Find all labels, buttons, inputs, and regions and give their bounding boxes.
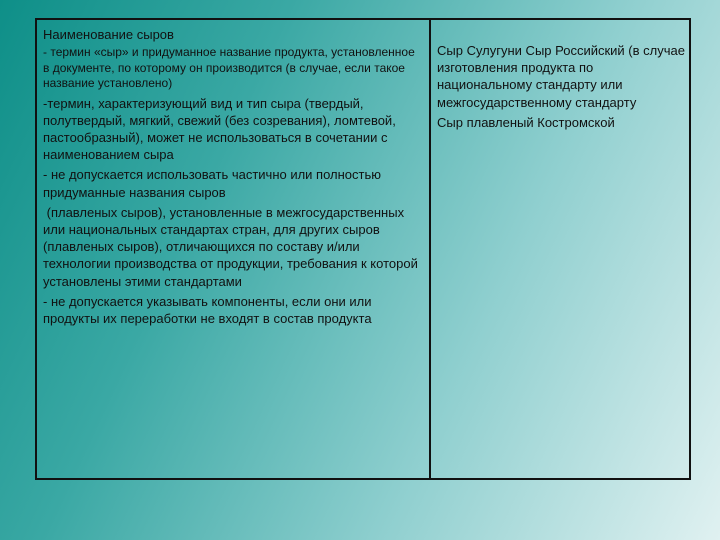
naming-rules-cell [43, 26, 423, 330]
cell-title: Наименование сыров [43, 27, 174, 42]
rule-paragraph: - не допускается использовать частично или полностью придуманные названия сыров [43, 167, 385, 200]
cheese-naming-table [35, 18, 691, 480]
rule-paragraph: (плавленых сыров), установленные в межгосударственных или национальных стандартах стран, для других сыров (плавленых сыров), отличающихся по составу и/или технологии производства от продукции, требования к которой установлены этими стандартами [43, 204, 422, 289]
rule-paragraph: - термин «сыр» и придуманное название продукта, установленное в документе, по которому он производится (в случае, если такое название установлено) [43, 45, 415, 90]
column-divider [429, 20, 431, 478]
rule-paragraph: - не допускается указывать компоненты, если они или продукты их переработки не входят в состав продукта [43, 293, 372, 326]
example-paragraph: Сыр плавленый Костромской [437, 114, 615, 130]
example-paragraph: Сыр Сулугуни Сыр Российский (в случае изготовления продукта по национальному стандарту или межгосударственному стандарту [437, 43, 685, 110]
rule-paragraph: -термин, характеризующий вид и тип сыра (твердый, полутвердый, мягкий, свежий (без созревания), ломтевой, пастообразный), может не использоваться в сочетании с наименованием сыра [43, 95, 396, 163]
examples-cell [437, 42, 687, 134]
